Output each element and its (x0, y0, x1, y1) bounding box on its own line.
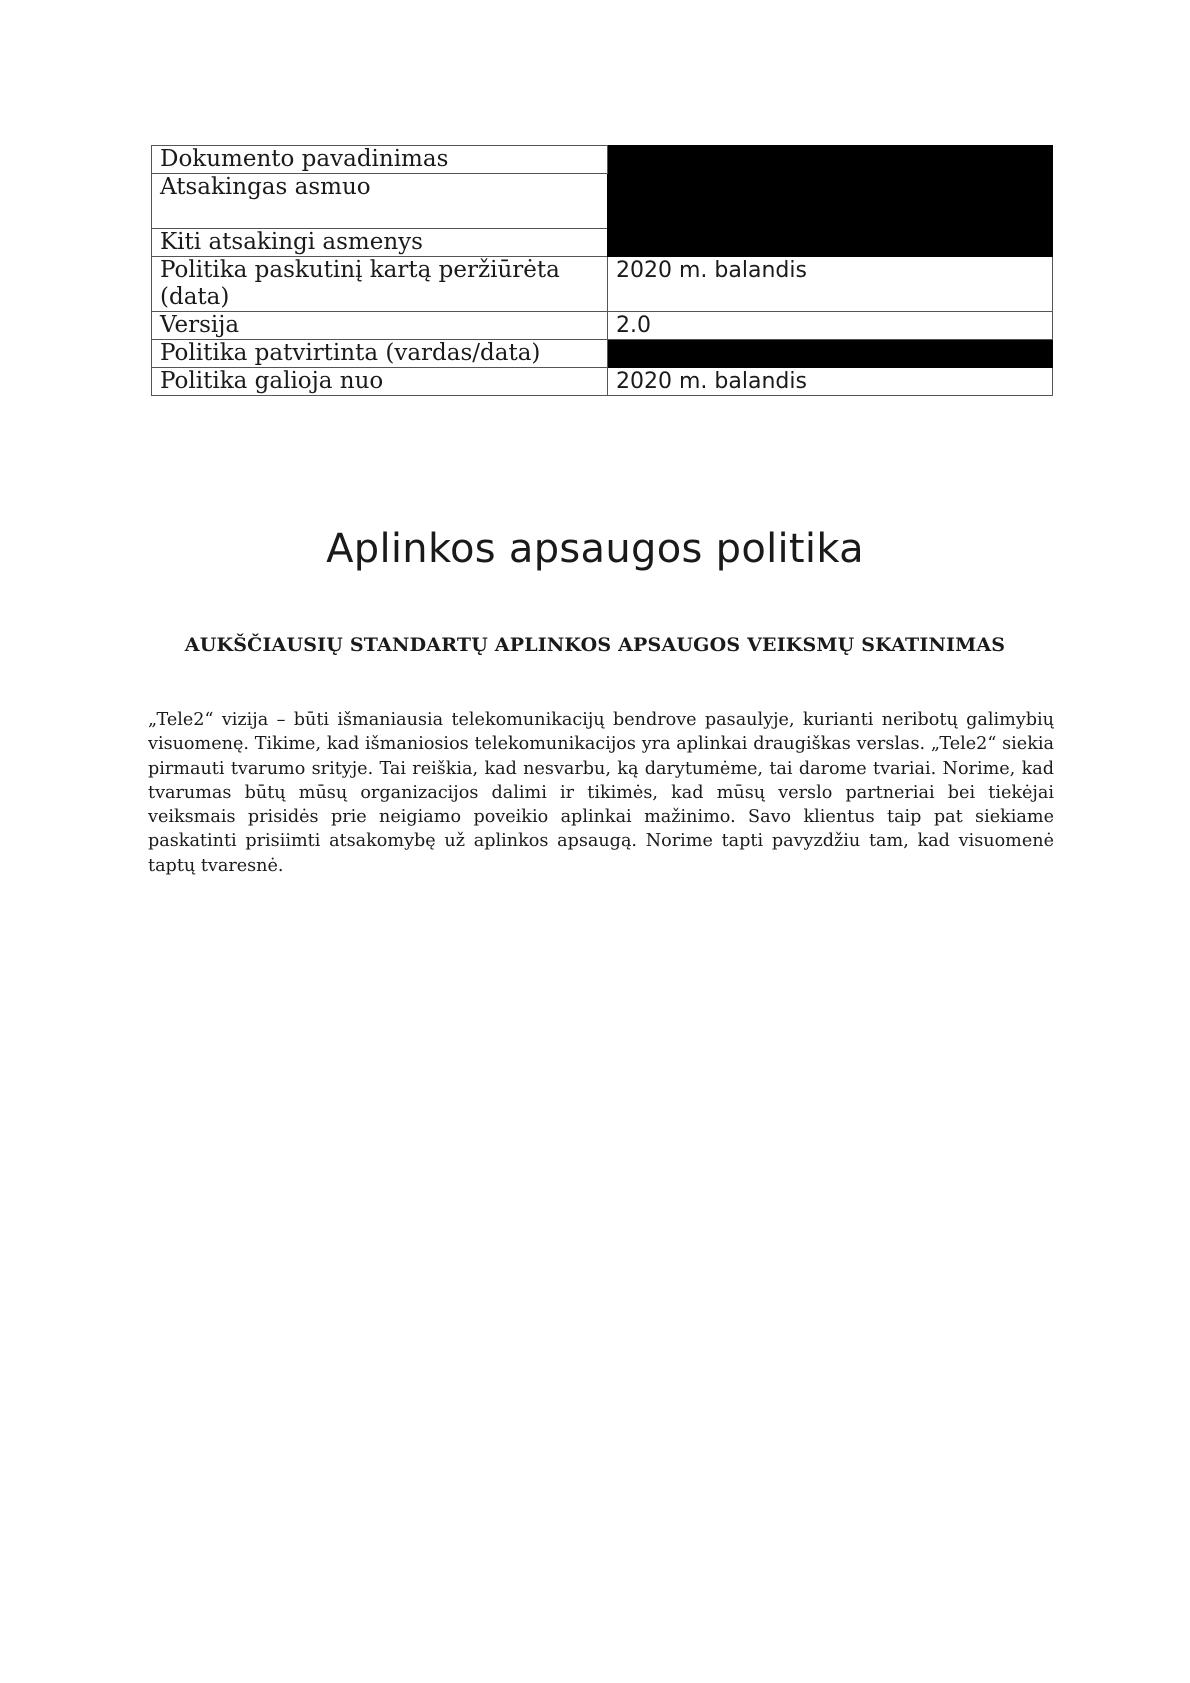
row-label-version: Versija (152, 312, 608, 340)
row-label-responsible-person: Atsakingas asmuo (152, 174, 608, 229)
document-info-table (151, 145, 1053, 396)
document-subtitle: AUKŠČIAUSIŲ STANDARTŲ APLINKOS APSAUGOS VEIKSMŲ SKATINIMAS (184, 634, 1006, 656)
table-row (152, 146, 1053, 174)
row-value-last-reviewed: 2020 m. balandis (608, 257, 1053, 312)
document-title: Aplinkos apsaugos politika (326, 526, 864, 572)
body-paragraph: „Tele2“ vizija – būti išmaniausia telekomunikacijų bendrove pasaulyje, kurianti neribotų galimybių visuomenę. Tikime, kad išmaniosios telekomunikacijos yra aplinkai draugiškas verslas. „Tele2“ siekia pirmauti tvarumo srityje. Tai reiškia, kad nesvarbu, ką darytumėme, tai darome tvariai. Norime, kad tvarumas būtų mūsų organizacijos dalimi ir tikimės, kad mūsų verslo partneriai bei tiekėjai veiksmais prisidės prie neigiamo poveikio aplinkai mažinimo. Savo klientus taip pat siekiame paskatinti prisiimti atsakomybę už aplinkos apsaugą. Norime tapti pavyzdžiu tam, kad visuomenė taptų tvaresnė. (148, 710, 1054, 876)
row-label-last-reviewed: Politika paskutinį kartą peržiūrėta (data) (152, 257, 608, 312)
row-label-valid-from: Politika galioja nuo (152, 368, 608, 396)
row-label-other-responsible: Kiti atsakingi asmenys (152, 229, 608, 257)
redacted-block-approved (608, 340, 1053, 368)
row-label-approved-by: Politika patvirtinta (vardas/data) (152, 340, 608, 368)
row-value-valid-from: 2020 m. balandis (608, 368, 1053, 396)
row-label-document-name: Dokumento pavadinimas (152, 146, 608, 174)
redacted-block-top (608, 146, 1053, 257)
table-row (152, 368, 1053, 396)
table-row (152, 340, 1053, 368)
table-row (152, 312, 1053, 340)
row-value-version: 2.0 (608, 312, 1053, 340)
table-row (152, 257, 1053, 312)
